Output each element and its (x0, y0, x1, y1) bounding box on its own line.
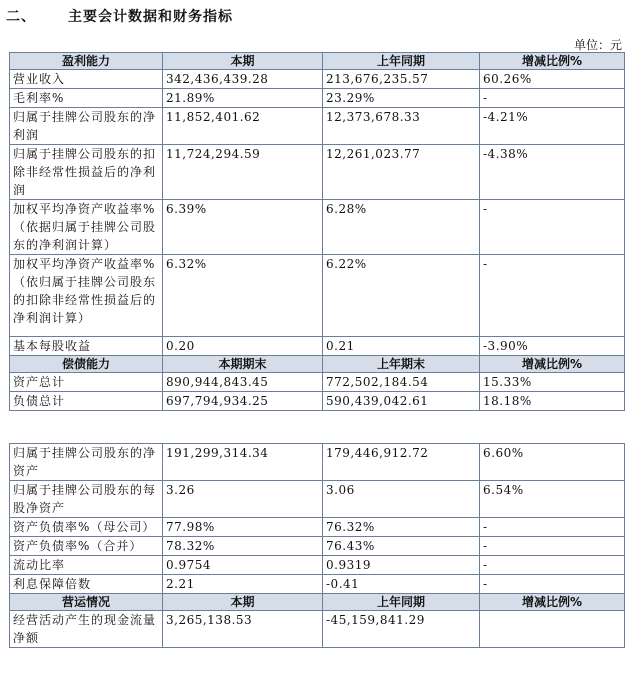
solvency-label-cell: 归属于挂牌公司股东的每股净资产 (10, 481, 163, 518)
solvency-header-cell: 上年期末 (323, 356, 480, 373)
solvency-change-cell: 6.54% (480, 481, 625, 518)
profit-prior-cell: 12,373,678.33 (323, 108, 480, 145)
profit-change-cell: -4.38% (480, 145, 625, 200)
section-number: 二、 (6, 9, 36, 25)
profit-section (10, 53, 625, 356)
solvency-prior-cell: 590,439,042.61 (323, 392, 480, 411)
operation-prior-cell: -45,159,841.29 (323, 611, 480, 648)
solvency-prior-cell: 76.32% (323, 518, 480, 537)
solvency-label-cell: 资产总计 (10, 373, 163, 392)
table-row (10, 145, 625, 200)
profit-prior-cell: 6.22% (323, 255, 480, 337)
solvency-change-cell: - (480, 575, 625, 594)
profit-change-cell: - (480, 89, 625, 108)
profit-current-cell: 0.20 (163, 337, 323, 356)
solvency-header-cell: 增减比例% (480, 356, 625, 373)
table-row (10, 444, 625, 481)
profit-header-cell: 盈利能力 (10, 53, 163, 70)
solvency-change-cell: 6.60% (480, 444, 625, 481)
solvency-label-cell: 归属于挂牌公司股东的净资产 (10, 444, 163, 481)
solvency-prior-cell: 76.43% (323, 537, 480, 556)
solvency-change-cell: - (480, 518, 625, 537)
solvency-label-cell: 利息保障倍数 (10, 575, 163, 594)
profit-current-cell: 6.32% (163, 255, 323, 337)
profit-label-cell: 加权平均净资产收益率%（依归属于挂牌公司股东的扣除非经常性损益后的净利润计算） (10, 255, 163, 337)
profit-label-cell: 毛利率% (10, 89, 163, 108)
table-row (10, 337, 625, 356)
solvency-label-cell: 资产负债率%（合并） (10, 537, 163, 556)
profit-current-cell: 6.39% (163, 200, 323, 255)
solvency-current-cell: 2.21 (163, 575, 323, 594)
profit-change-cell: -4.21% (480, 108, 625, 145)
financial-table-lower (9, 443, 625, 648)
solvency-label-cell: 负债总计 (10, 392, 163, 411)
profit-prior-cell: 213,676,235.57 (323, 70, 480, 89)
table-row (10, 200, 625, 255)
profit-label-cell: 营业收入 (10, 70, 163, 89)
solvency-current-cell: 191,299,314.34 (163, 444, 323, 481)
profit-change-cell: - (480, 200, 625, 255)
profit-header-row (10, 53, 625, 70)
solvency-label-cell: 流动比率 (10, 556, 163, 575)
solvency-current-cell: 77.98% (163, 518, 323, 537)
solvency-current-cell: 890,944,843.45 (163, 373, 323, 392)
solvency-section-part1 (10, 356, 625, 411)
solvency-prior-cell: -0.41 (323, 575, 480, 594)
solvency-current-cell: 78.32% (163, 537, 323, 556)
table-row (10, 575, 625, 594)
profit-current-cell: 21.89% (163, 89, 323, 108)
solvency-prior-cell: 3.06 (323, 481, 480, 518)
profit-change-cell: -3.90% (480, 337, 625, 356)
financial-table-upper (9, 52, 625, 411)
solvency-change-cell: 18.18% (480, 392, 625, 411)
operation-current-cell: 3,265,138.53 (163, 611, 323, 648)
profit-prior-cell: 6.28% (323, 200, 480, 255)
solvency-section-part2 (10, 444, 625, 594)
table-row (10, 611, 625, 648)
operation-header-cell: 营运情况 (10, 594, 163, 611)
operation-section (10, 594, 625, 648)
table-row (10, 108, 625, 145)
profit-change-cell: - (480, 255, 625, 337)
profit-label-cell: 归属于挂牌公司股东的扣除非经常性损益后的净利润 (10, 145, 163, 200)
profit-header-cell: 上年同期 (323, 53, 480, 70)
profit-prior-cell: 23.29% (323, 89, 480, 108)
profit-prior-cell: 12,261,023.77 (323, 145, 480, 200)
table-row (10, 556, 625, 575)
profit-current-cell: 342,436,439.28 (163, 70, 323, 89)
table-row (10, 89, 625, 108)
table-row (10, 392, 625, 411)
solvency-prior-cell: 179,446,912.72 (323, 444, 480, 481)
profit-header-cell: 本期 (163, 53, 323, 70)
solvency-change-cell: 15.33% (480, 373, 625, 392)
profit-current-cell: 11,724,294.59 (163, 145, 323, 200)
solvency-header-row (10, 356, 625, 373)
solvency-label-cell: 资产负债率%（母公司） (10, 518, 163, 537)
profit-label-cell: 基本每股收益 (10, 337, 163, 356)
solvency-change-cell: - (480, 537, 625, 556)
solvency-prior-cell: 772,502,184.54 (323, 373, 480, 392)
operation-header-cell: 本期 (163, 594, 323, 611)
solvency-header-cell: 偿债能力 (10, 356, 163, 373)
table-row (10, 537, 625, 556)
solvency-current-cell: 697,794,934.25 (163, 392, 323, 411)
solvency-prior-cell: 0.9319 (323, 556, 480, 575)
unit-label: 单位：元 (573, 38, 622, 52)
operation-header-cell: 上年同期 (323, 594, 480, 611)
section-heading (6, 6, 233, 26)
operation-header-row (10, 594, 625, 611)
section-title: 主要会计数据和财务指标 (68, 9, 233, 25)
solvency-current-cell: 3.26 (163, 481, 323, 518)
table-row (10, 70, 625, 89)
profit-change-cell: 60.26% (480, 70, 625, 89)
profit-prior-cell: 0.21 (323, 337, 480, 356)
profit-label-cell: 加权平均净资产收益率%（依据归属于挂牌公司股东的净利润计算） (10, 200, 163, 255)
profit-current-cell: 11,852,401.62 (163, 108, 323, 145)
solvency-change-cell: - (480, 556, 625, 575)
operation-header-cell: 增减比例% (480, 594, 625, 611)
operation-change-cell (480, 611, 625, 648)
solvency-header-cell: 本期期末 (163, 356, 323, 373)
operation-label-cell: 经营活动产生的现金流量净额 (10, 611, 163, 648)
table-row (10, 481, 625, 518)
table-row (10, 518, 625, 537)
profit-label-cell: 归属于挂牌公司股东的净利润 (10, 108, 163, 145)
solvency-current-cell: 0.9754 (163, 556, 323, 575)
profit-header-cell: 增减比例% (480, 53, 625, 70)
table-row (10, 373, 625, 392)
table-row (10, 255, 625, 337)
